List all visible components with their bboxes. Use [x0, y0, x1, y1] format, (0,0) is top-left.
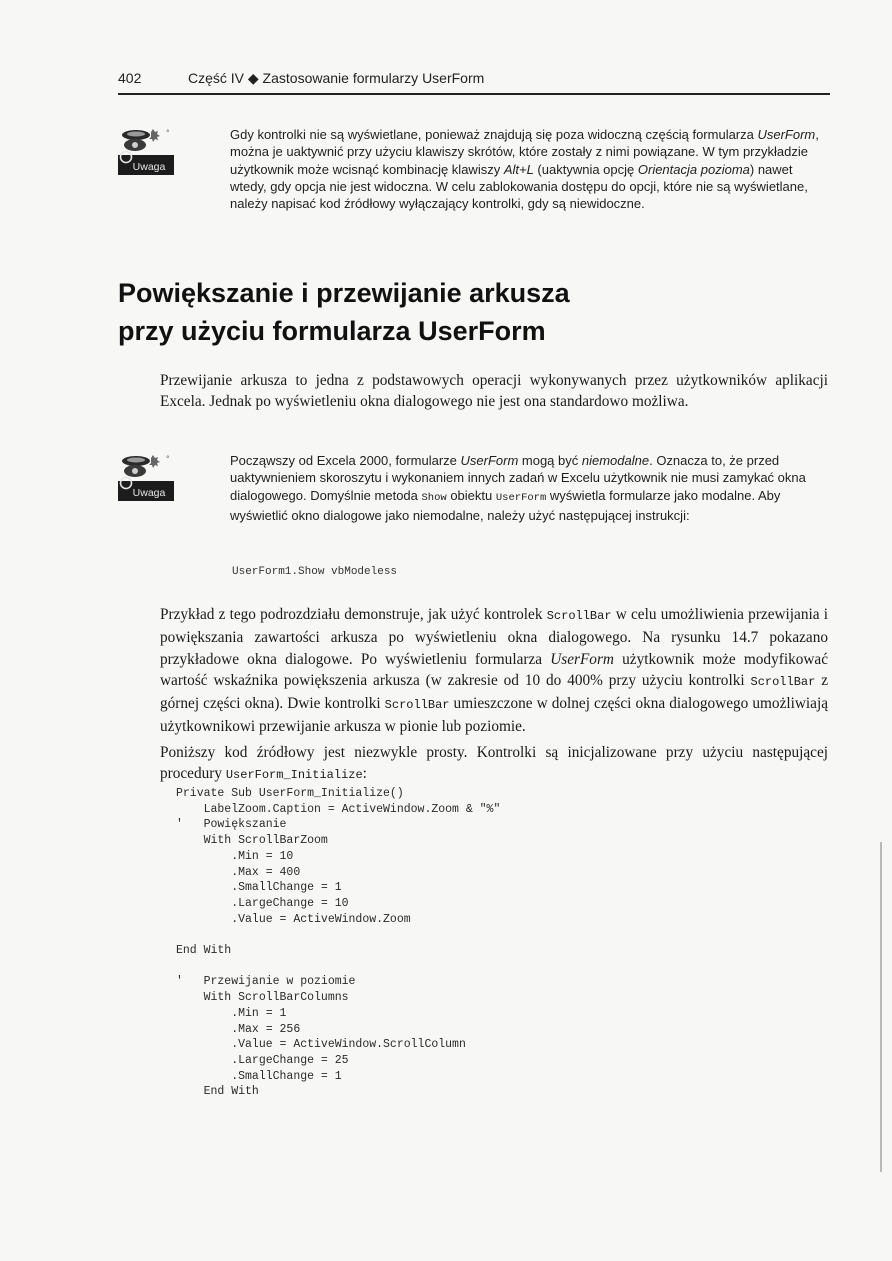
code-line: .Min = 1 [176, 1006, 287, 1020]
running-head: Część IV ◆ Zastosowanie formularzy UserForm [188, 70, 485, 86]
code-line: .Value = ActiveWindow.Zoom [176, 912, 411, 926]
note-icon [118, 126, 176, 178]
scan-edge [880, 842, 882, 1172]
code-line: .Max = 256 [176, 1022, 301, 1036]
code-line [176, 927, 500, 943]
code-line: .Value = ActiveWindow.ScrollColumn [176, 1038, 466, 1052]
paragraph: Przykład z tego podrozdziału demonstruje, jak użyć kontrolek ScrollBar w celu umożliwienia przewijania i powiększania zawartości arkusza po wyświetleniu okna dialogowego. Na rysunku 14.7 pokazano przykładowe okna dialogowe. Po wyświetleniu formularza UserForm użytkownik może modyfikować wartość wskaźnika powiększenia arkusza (w zakresie od 10 do 400% przy użyciu kontrolki ScrollBar z górnej części okna). Dwie kontrolki ScrollBar umieszczone w dolnej części okna dialogowego umożliwiają użytkownikowi przewijanie arkusza w pionie lub poziomie. [160, 606, 828, 736]
code-line: .SmallChange = 1 [176, 881, 342, 895]
code-line: .Min = 10 [176, 849, 294, 863]
code-line: .Max = 400 [176, 865, 301, 879]
code-line: .SmallChange = 1 [176, 1069, 342, 1083]
page-number: 402 [118, 70, 142, 86]
code-listing [176, 786, 500, 1100]
code-line: .LargeChange = 25 [176, 1053, 349, 1067]
header-rule [118, 93, 830, 95]
code-line: ' Przewijanie w poziomie [176, 975, 356, 989]
paragraph: Poniższy kod źródłowy jest niezwykle prosty. Kontrolki są inicjalizowane przy użyciu następującej procedury UserForm_Initialize: [160, 744, 828, 783]
svg-text:°: ° [166, 129, 170, 137]
svg-text:°: ° [166, 455, 170, 463]
code-line: Private Sub UserForm_Initialize() [176, 787, 404, 800]
note-text: Gdy kontrolki nie są wyświetlane, ponieważ znajdują się poza widoczną częścią formularza UserForm, można je uaktywnić przy użyciu klawiszy skrótów, które zostały z nimi powiązane. W tym przykładzie użytkownik może wcisnąć kombinację klawiszy Alt+L (uaktywnia opcję Orientacja pozioma) nawet wtedy, gdy opcja nie jest widoczna. W celu zablokowania dostępu do opcji, które nie są wyświetlane, należy napisać kod źródłowy wyłączający kontrolki, gdy są niewidoczne. [230, 127, 819, 212]
code-line: .LargeChange = 10 [176, 896, 349, 910]
code-line: With ScrollBarColumns [176, 991, 349, 1005]
page-header [118, 66, 830, 92]
note-label: Uwaga [132, 161, 166, 173]
code-line [176, 959, 500, 975]
section-heading: Powiększanie i przewijanie arkusza przy użyciu formularza UserForm [118, 278, 570, 346]
note-icon [118, 452, 176, 504]
code-line: With ScrollBarZoom [176, 834, 328, 848]
paragraph: Przewijanie arkusza to jedna z podstawowych operacji wykonywanych przez użytkowników aplikacji Excela. Jednak po wyświetleniu okna dialogowego nie jest ona standardowo możliwa. [160, 372, 828, 411]
code-line: LabelZoom.Caption = ActiveWindow.Zoom & "%" [176, 802, 501, 816]
code-line: End With [176, 1085, 259, 1099]
code-line: End With [176, 944, 232, 958]
code-line: ' Powiększanie [176, 818, 287, 832]
note-code: UserForm1.Show vbModeless [232, 566, 398, 578]
note-text: Począwszy od Excela 2000, formularze UserForm mogą być niemodalne. Oznacza to, że przed uaktywnieniem skoroszytu i wykonaniem innych zadań w Excelu użytkownik nie musi zamykać okna dialogowego. Domyślnie metoda Show obiektu UserForm wyświetla formularze jako modalne. Aby wyświetlić okno dialogowe jako niemodalne, należy użyć następującej instrukcji: [230, 453, 806, 523]
note-label: Uwaga [132, 487, 166, 499]
